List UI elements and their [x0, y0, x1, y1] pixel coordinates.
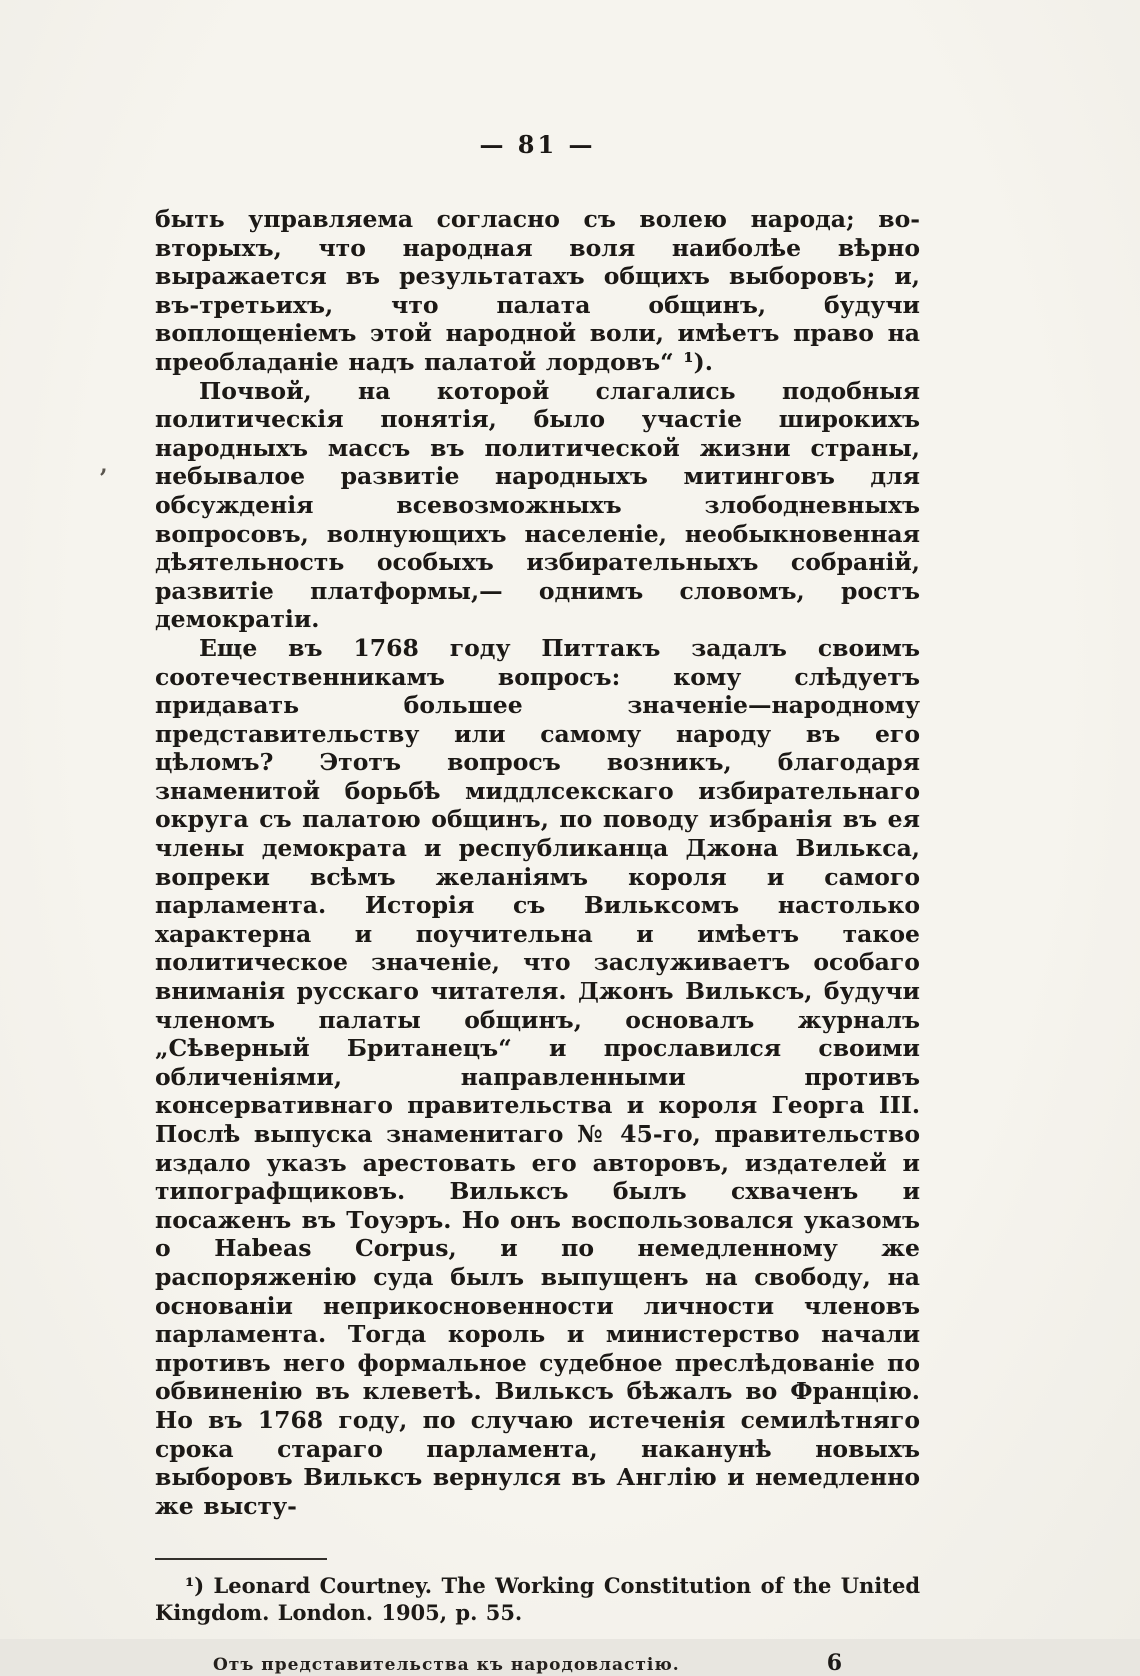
page-footer: [155, 1650, 920, 1676]
running-title: Отъ представительства къ народовластію.: [213, 1655, 680, 1676]
footnote: ¹) Leonard Courtney. The Working Constitution of the United Kingdom. London. 1905, p. 55.: [155, 1573, 920, 1626]
paragraph: Почвой, на которой слагались подобныя политическія понятія, было участіе широкихъ народныхъ массъ въ политической жизни страны, небывалое развитіе народныхъ митинговъ для обсужденія всевозможныхъ злободневныхъ вопросовъ, волнующихъ населеніе, необыкновенная дѣятельность особыхъ избирательныхъ собраній, развитіе платформы,— однимъ словомъ, ростъ демократіи.: [155, 376, 920, 634]
signature-number: 6: [826, 1650, 842, 1676]
paragraph: быть управляема согласно съ волею народа; во-вторыхъ, что народная воля наиболѣе вѣрно выражается въ результатахъ общихъ выборовъ; и, въ-третьихъ, что палата общинъ, будучи воплощеніемъ этой народной воли, имѣетъ право на преобладаніе надъ палатой лордовъ“ ¹).: [155, 205, 920, 376]
page-number: — 81 —: [479, 130, 596, 159]
body-text: [155, 205, 920, 1520]
scan-artifact-mark: ,: [100, 452, 108, 478]
footnote-divider: [155, 1558, 327, 1560]
paragraph: Еще въ 1768 году Питтакъ задалъ своимъ соотечественникамъ вопросъ: кому слѣдуетъ придавать большее значеніе—народному представительству или самому народу въ его цѣломъ? Этотъ вопросъ возникъ, благодаря знаменитой борьбѣ миддлсекскаго избирательнаго округа съ палатою общинъ, по поводу избранія въ ея члены демократа и республиканца Джона Вилькса, вопреки всѣмъ желаніямъ короля и самого парламента. Исторія съ Вильксомъ настолько характерна и поучительна и имѣетъ такое политическое значеніе, что заслуживаетъ особаго вниманія русскаго читателя. Джонъ Вильксъ, будучи членомъ палаты общинъ, основалъ журналъ „Сѣверный Британецъ“ и прославился своими обличеніями, направленными противъ консервативнаго правительства и короля Георга III. Послѣ выпуска знаменитаго № 45-го, правительство издало указъ арестовать его авторовъ, издателей и типографщиковъ. Вильксъ былъ схваченъ и посаженъ въ Тоуэръ. Но онъ воспользовался указомъ о Habeas Corpus, и по немедленному же распоряженію суда былъ выпущенъ на свободу, на основаніи неприкосновенности личности членовъ парламента. Тогда король и министерство начали противъ него формальное судебное преслѣдованіе по обвиненію въ клеветѣ. Вильксъ бѣжалъ во Францію. Но въ 1768 году, по случаю истеченія семилѣтняго срока стараго парламента, наканунѣ новыхъ выборовъ Вильксъ вернулся въ Англію и немедленно же высту-: [155, 633, 920, 1520]
